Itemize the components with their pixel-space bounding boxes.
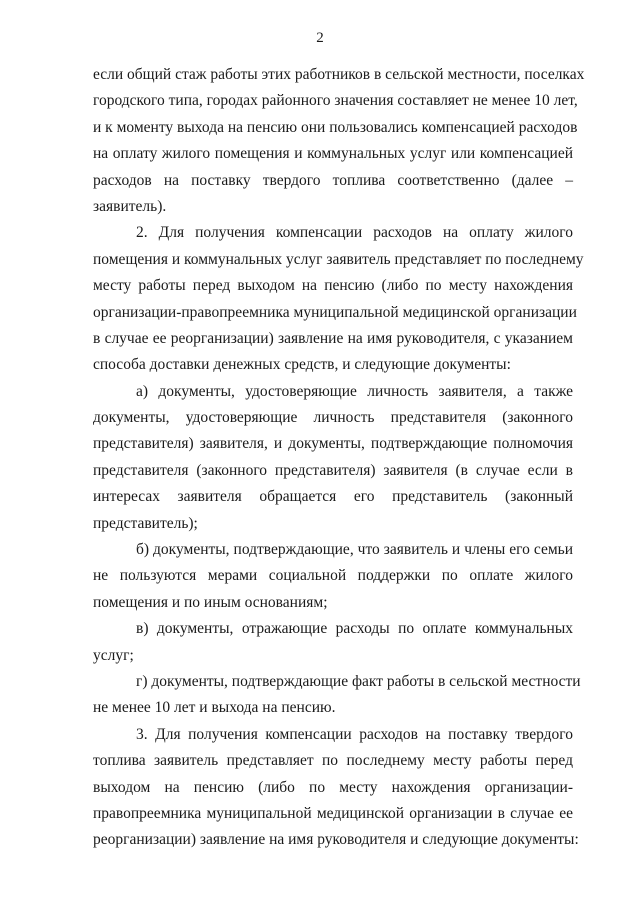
text-line: услуг; bbox=[93, 646, 134, 664]
text-line: представителя (законного представителя) заявителя (в случае если в bbox=[93, 461, 573, 479]
text-line: интересах заявителя обращается его представитель (законный bbox=[93, 488, 573, 506]
text-line: заявитель). bbox=[93, 197, 167, 215]
text-line: не пользуются мерами социальной поддержки по оплате жилого bbox=[93, 567, 573, 585]
text-line: представителя) заявителя, и документы, подтверждающие полномочия bbox=[93, 435, 573, 453]
text-line: помещения и коммунальных услуг заявитель представляет по последнему bbox=[93, 250, 584, 268]
text-line: помещения и по иным основаниям; bbox=[93, 593, 328, 611]
text-line: способа доставки денежных средств, и следующие документы: bbox=[93, 356, 511, 374]
text-line: б) документы, подтверждающие, что заявитель и члены его семьи bbox=[136, 541, 573, 559]
text-line: представитель); bbox=[93, 514, 198, 532]
text-line: 3. Для получения компенсации расходов на поставку твердого bbox=[136, 725, 573, 743]
text-line: документы, удостоверяющие личность представителя (законного bbox=[93, 409, 573, 427]
text-line: а) документы, удостоверяющие личность заявителя, а также bbox=[136, 382, 573, 400]
text-line: на оплату жилого помещения и коммунальных услуг или компенсацией bbox=[93, 145, 573, 163]
text-line: в случае ее реорганизации) заявление на имя руководителя, с указанием bbox=[93, 329, 573, 347]
text-line: городского типа, городах районного значения составляет не менее 10 лет, bbox=[93, 92, 578, 110]
body-text bbox=[93, 62, 585, 854]
text-line: расходов на поставку твердого топлива соответственно (далее – bbox=[93, 171, 573, 189]
text-line: выходом на пенсию (либо по месту нахождения организации- bbox=[93, 778, 573, 796]
text-line: не менее 10 лет и выхода на пенсию. bbox=[93, 699, 336, 717]
text-line: если общий стаж работы этих работников в сельской местности, поселках bbox=[93, 66, 585, 83]
text-line: г) документы, подтверждающие факт работы в сельской местности bbox=[136, 672, 581, 690]
text-line: топлива заявитель представляет по последнему месту работы перед bbox=[93, 752, 573, 770]
text-line: 2. Для получения компенсации расходов на оплату жилого bbox=[136, 224, 573, 242]
page-number: 2 bbox=[316, 30, 324, 46]
text-line: в) документы, отражающие расходы по оплате коммунальных bbox=[136, 620, 573, 638]
text-line: и к моменту выхода на пенсию они пользовались компенсацией расходов bbox=[93, 118, 578, 136]
text-line: реорганизации) заявление на имя руководителя и следующие документы: bbox=[93, 831, 579, 849]
text-line: месту работы перед выходом на пенсию (либо по месту нахождения bbox=[93, 277, 573, 295]
text-line: организации-правопреемника муниципальной медицинской организации bbox=[93, 303, 577, 321]
text-line: правопреемника муниципальной медицинской организации в случае ее bbox=[93, 804, 573, 822]
